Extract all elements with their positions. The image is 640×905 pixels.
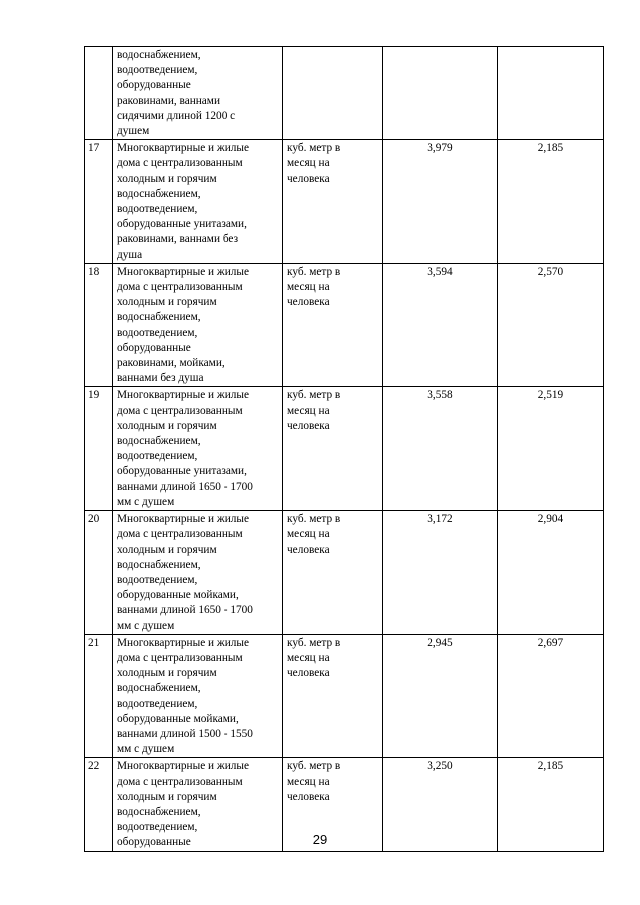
description-line: водоотведением, xyxy=(117,450,198,463)
unit-line: куб. метр в xyxy=(287,513,341,526)
table-row xyxy=(85,140,604,264)
description-line: мм с душем xyxy=(117,495,175,508)
unit-line: месяц на xyxy=(287,157,330,170)
description-line: оборудованные мойками, xyxy=(117,589,239,602)
description-line: водоснабжением, xyxy=(117,187,201,200)
description-line: оборудованные xyxy=(117,836,191,849)
table-row xyxy=(85,511,604,635)
description-line: мм с душем xyxy=(117,619,175,632)
unit-line: месяц на xyxy=(287,404,330,417)
description-line: оборудованные унитазами, xyxy=(117,465,247,478)
description-line: раковинами, ваннами без xyxy=(117,233,239,246)
row-number-cell: 19 xyxy=(85,387,113,511)
hot-water-norm-cell: 2,185 xyxy=(498,758,604,851)
description-line: ваннами длиной 1500 - 1550 xyxy=(117,727,253,740)
cold-water-norm-cell xyxy=(383,47,498,140)
unit-line: человека xyxy=(287,172,330,185)
unit-cell xyxy=(283,511,383,635)
row-number-cell xyxy=(85,47,113,140)
description-line: дома с централизованным xyxy=(117,157,243,170)
description-line: дома с централизованным xyxy=(117,651,243,664)
cold-water-norm-cell: 2,945 xyxy=(383,634,498,758)
description-line: дома с централизованным xyxy=(117,775,243,788)
description-line: Многоквартирные и жилые xyxy=(117,636,249,649)
description-line: сидячими длиной 1200 с xyxy=(117,109,236,122)
description-line: Многоквартирные и жилые xyxy=(117,389,249,402)
cold-water-norm-cell: 3,558 xyxy=(383,387,498,511)
description-line: ваннами длиной 1650 - 1700 xyxy=(117,480,253,493)
unit-line: месяц на xyxy=(287,528,330,541)
unit-cell xyxy=(283,263,383,387)
description-line: водоснабжением, xyxy=(117,311,201,324)
unit-line: куб. метр в xyxy=(287,636,341,649)
unit-line: месяц на xyxy=(287,281,330,294)
unit-line: куб. метр в xyxy=(287,389,341,402)
hot-water-norm-cell: 2,519 xyxy=(498,387,604,511)
building-description-cell xyxy=(113,140,283,264)
description-line: Многоквартирные и жилые xyxy=(117,265,249,278)
description-line: холодным и горячим xyxy=(117,543,217,556)
page-number: 29 xyxy=(312,832,328,847)
description-line: водоотведением, xyxy=(117,697,198,710)
description-line: Многоквартирные и жилые xyxy=(117,513,249,526)
building-description-cell xyxy=(113,511,283,635)
table-row xyxy=(85,47,604,140)
cold-water-norm-cell: 3,250 xyxy=(383,758,498,851)
description-line: водоснабжением, xyxy=(117,558,201,571)
description-line: раковинами, мойками, xyxy=(117,357,225,370)
description-line: водоотведением, xyxy=(117,326,198,339)
unit-cell xyxy=(283,387,383,511)
unit-cell xyxy=(283,634,383,758)
table-row xyxy=(85,634,604,758)
unit-line: куб. метр в xyxy=(287,142,341,155)
row-number-cell: 17 xyxy=(85,140,113,264)
description-line: оборудованные xyxy=(117,79,191,92)
row-number-cell: 18 xyxy=(85,263,113,387)
hot-water-norm-cell xyxy=(498,47,604,140)
hot-water-norm-cell: 2,697 xyxy=(498,634,604,758)
description-line: холодным и горячим xyxy=(117,172,217,185)
unit-line: человека xyxy=(287,296,330,309)
description-line: водоотведением, xyxy=(117,821,198,834)
building-description-cell xyxy=(113,634,283,758)
description-line: водоотведением, xyxy=(117,64,198,77)
description-line: оборудованные мойками, xyxy=(117,712,239,725)
row-number-cell: 22 xyxy=(85,758,113,851)
table-body xyxy=(85,47,604,852)
building-description-cell xyxy=(113,387,283,511)
unit-line: человека xyxy=(287,419,330,432)
cold-water-norm-cell: 3,172 xyxy=(383,511,498,635)
unit-line: месяц на xyxy=(287,775,330,788)
hot-water-norm-cell: 2,570 xyxy=(498,263,604,387)
building-description-cell xyxy=(113,47,283,140)
description-line: ваннами длиной 1650 - 1700 xyxy=(117,604,253,617)
unit-cell xyxy=(283,140,383,264)
description-line: водоснабжением, xyxy=(117,682,201,695)
description-line: водоснабжением, xyxy=(117,49,201,61)
description-line: Многоквартирные и жилые xyxy=(117,142,249,155)
hot-water-norm-cell: 2,904 xyxy=(498,511,604,635)
description-line: водоснабжением, xyxy=(117,435,201,448)
description-line: оборудованные унитазами, xyxy=(117,218,247,231)
description-line: дома с централизованным xyxy=(117,281,243,294)
description-line: мм с душем xyxy=(117,743,175,756)
hot-water-norm-cell: 2,185 xyxy=(498,140,604,264)
table-row xyxy=(85,263,604,387)
description-line: дома с централизованным xyxy=(117,404,243,417)
unit-line: человека xyxy=(287,667,330,680)
description-line: душем xyxy=(117,125,150,138)
description-line: раковинами, ваннами xyxy=(117,94,221,107)
unit-line: куб. метр в xyxy=(287,760,341,773)
description-line: холодным и горячим xyxy=(117,667,217,680)
unit-line: человека xyxy=(287,543,330,556)
unit-cell xyxy=(283,47,383,140)
description-line: душа xyxy=(117,248,143,261)
water-consumption-norms-table xyxy=(84,46,604,852)
unit-line: месяц на xyxy=(287,651,330,664)
description-line: ваннами без душа xyxy=(117,372,204,385)
description-line: дома с централизованным xyxy=(117,528,243,541)
description-line: холодным и горячим xyxy=(117,790,217,803)
unit-line: человека xyxy=(287,790,330,803)
building-description-cell xyxy=(113,263,283,387)
unit-line: куб. метр в xyxy=(287,265,341,278)
description-line: водоснабжением, xyxy=(117,805,201,818)
description-line: холодным и горячим xyxy=(117,296,217,309)
cold-water-norm-cell: 3,594 xyxy=(383,263,498,387)
description-line: водоотведением, xyxy=(117,203,198,216)
description-line: Многоквартирные и жилые xyxy=(117,760,249,773)
description-line: холодным и горячим xyxy=(117,419,217,432)
row-number-cell: 20 xyxy=(85,511,113,635)
description-line: оборудованные xyxy=(117,341,191,354)
description-line: водоотведением, xyxy=(117,573,198,586)
cold-water-norm-cell: 3,979 xyxy=(383,140,498,264)
row-number-cell: 21 xyxy=(85,634,113,758)
table-row xyxy=(85,387,604,511)
